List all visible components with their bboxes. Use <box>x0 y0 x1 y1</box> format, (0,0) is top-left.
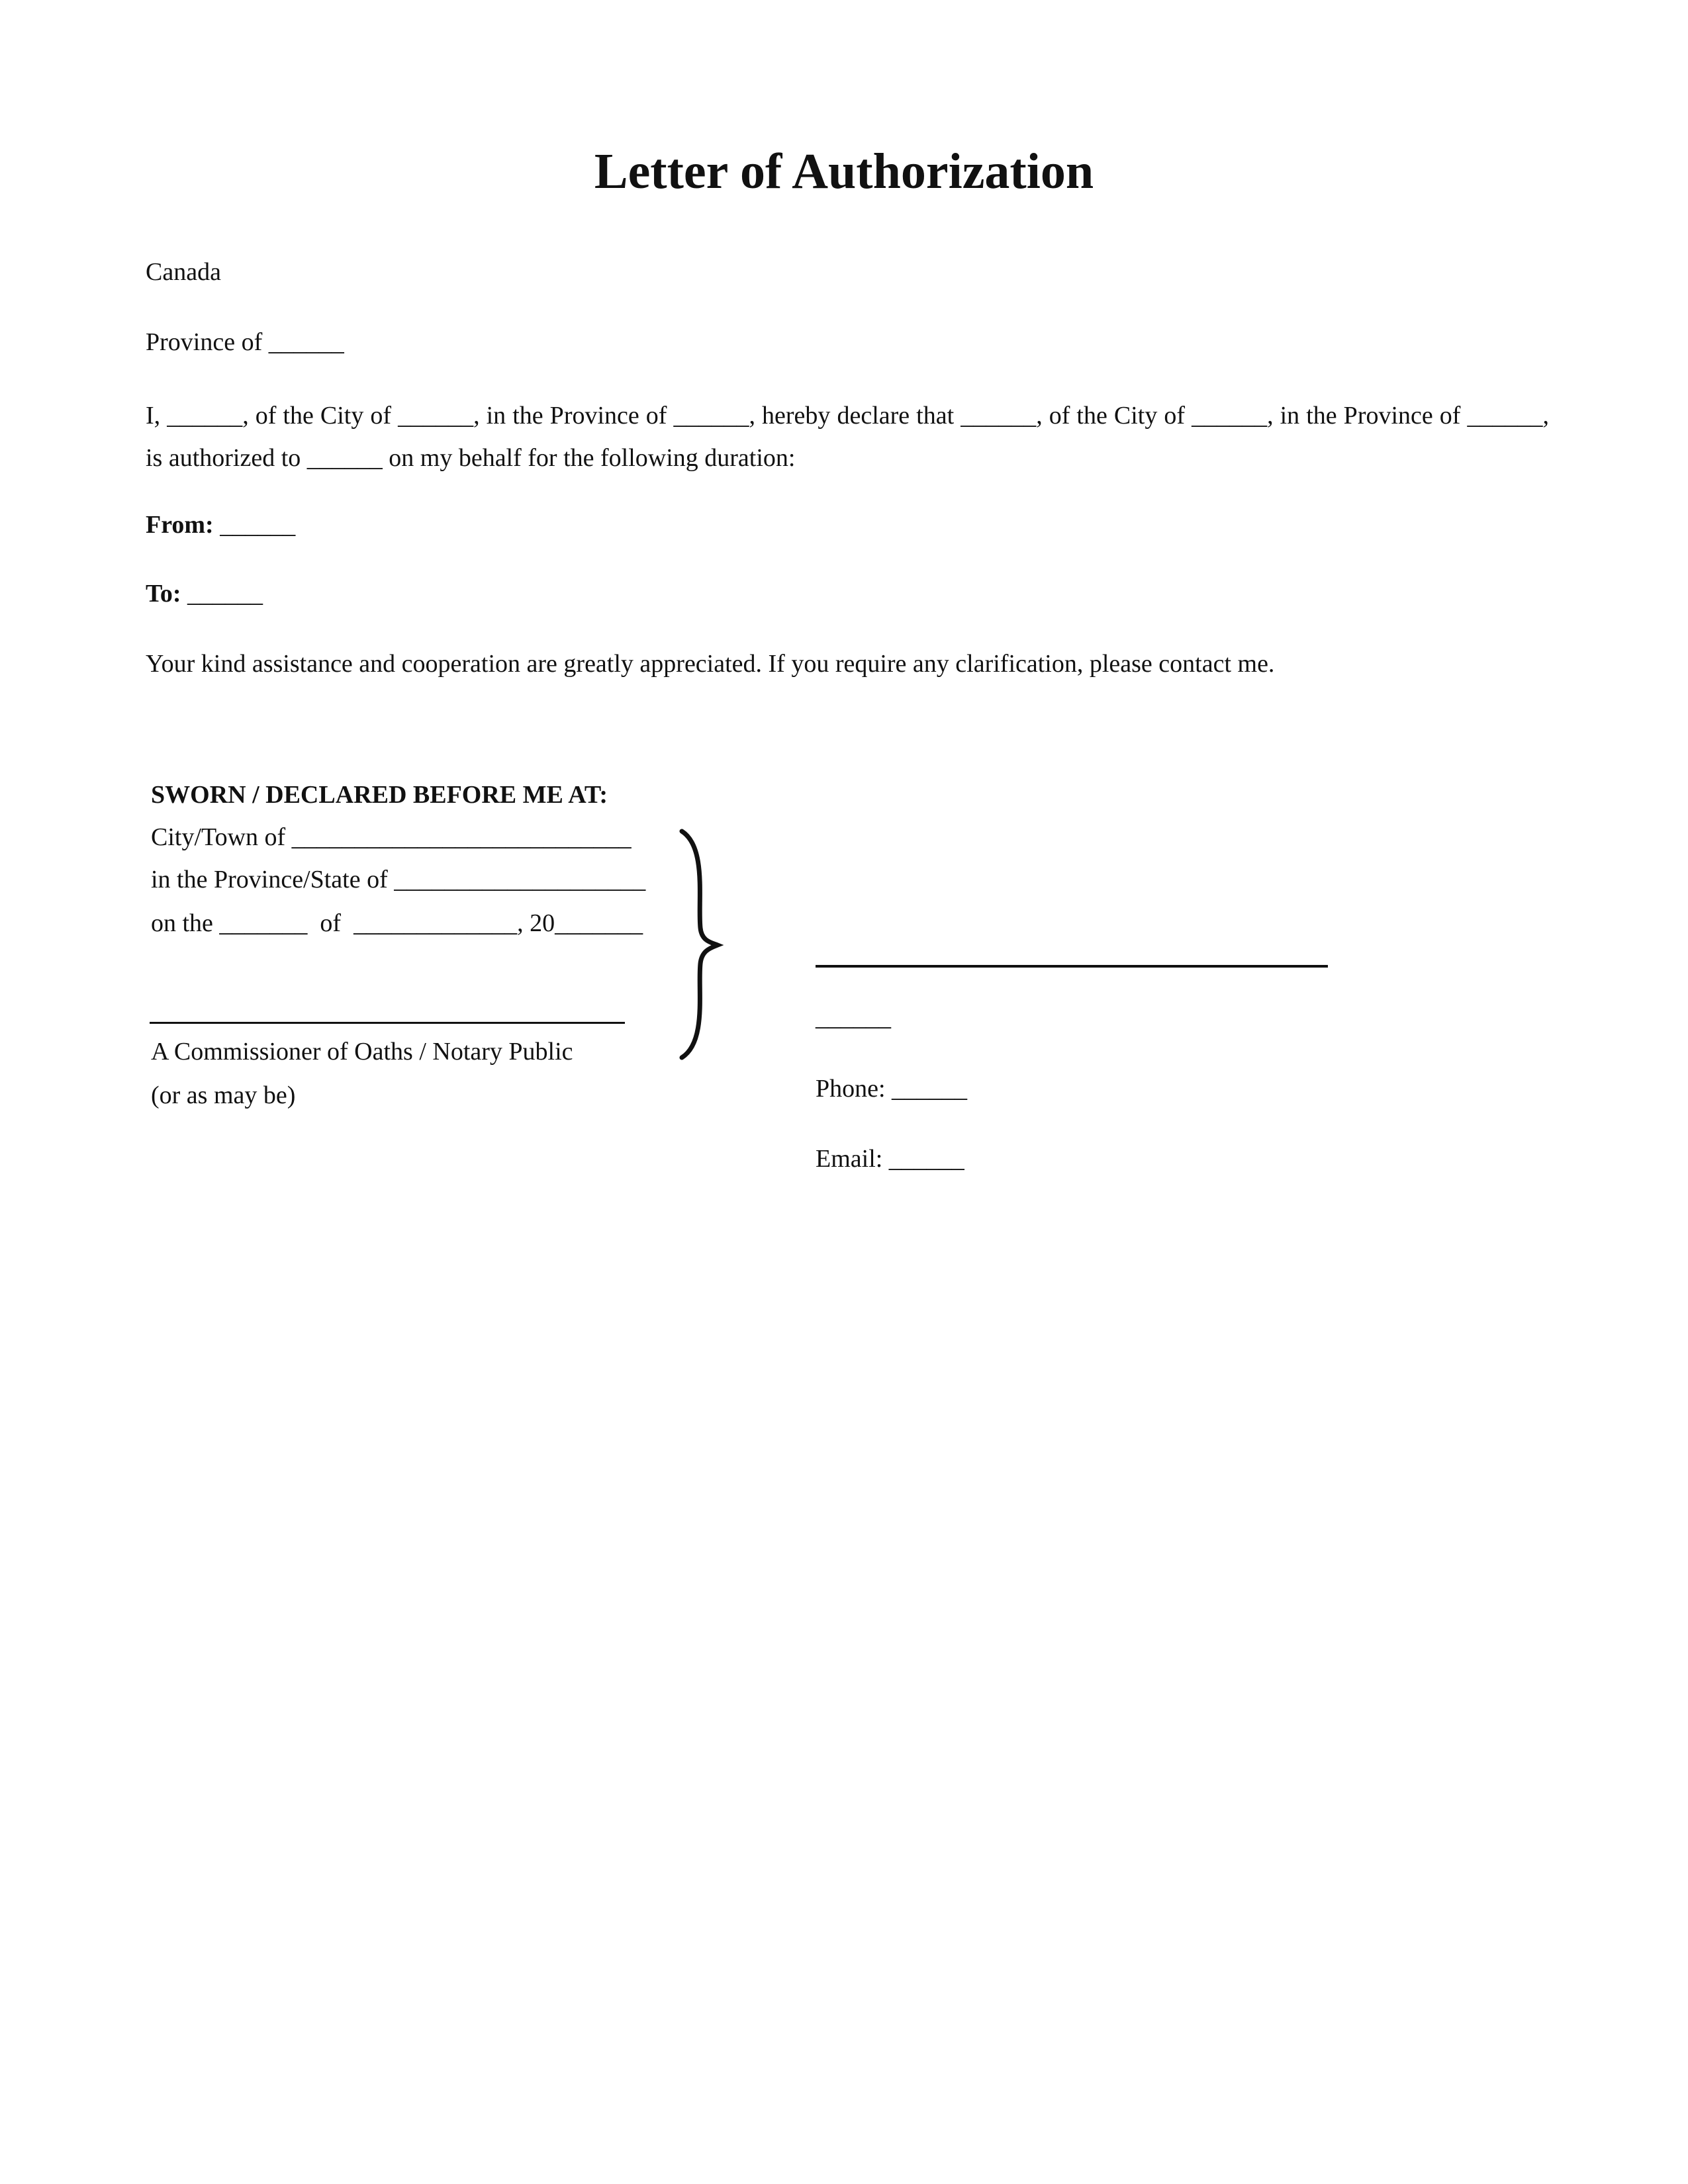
province-line: Province of ______ <box>146 328 344 356</box>
to-line <box>146 578 263 609</box>
closing-paragraph: Your kind assistance and cooperation are greatly appreciated. If you require any clarification, please contact me. <box>146 650 1275 678</box>
from-line <box>146 510 295 540</box>
sworn-date-line: on the _______ of _____________, 20_______ <box>151 909 643 937</box>
to-label: To: <box>146 580 181 608</box>
sworn-city-line: City/Town of ___________________________ <box>151 823 632 851</box>
signature-rule <box>816 965 1328 968</box>
sworn-heading: SWORN / DECLARED BEFORE ME AT: <box>151 781 608 809</box>
phone-line: Phone: ______ <box>816 1075 968 1103</box>
commissioner-subtitle: (or as may be) <box>151 1081 296 1109</box>
email-line: Email: ______ <box>816 1145 964 1173</box>
document-title: Letter of Authorization <box>594 144 1094 199</box>
from-value: ______ <box>220 511 296 539</box>
sworn-province-line: in the Province/State of ____________________ <box>151 866 646 893</box>
signer-name-blank: ______ <box>816 1003 891 1031</box>
to-value: ______ <box>187 580 263 608</box>
declaration-paragraph: I, ______, of the City of ______, in the Province of ______, hereby declare that ______, of the City of ______, in the Province of ______, is authorized to ______ on my behalf for the following duration: <box>146 402 1549 472</box>
commissioner-title: A Commissioner of Oaths / Notary Public <box>151 1038 573 1066</box>
from-label: From: <box>146 511 214 539</box>
commissioner-signature-rule <box>150 1022 625 1024</box>
country-line: Canada <box>146 258 221 286</box>
right-curly-brace <box>678 829 724 1060</box>
